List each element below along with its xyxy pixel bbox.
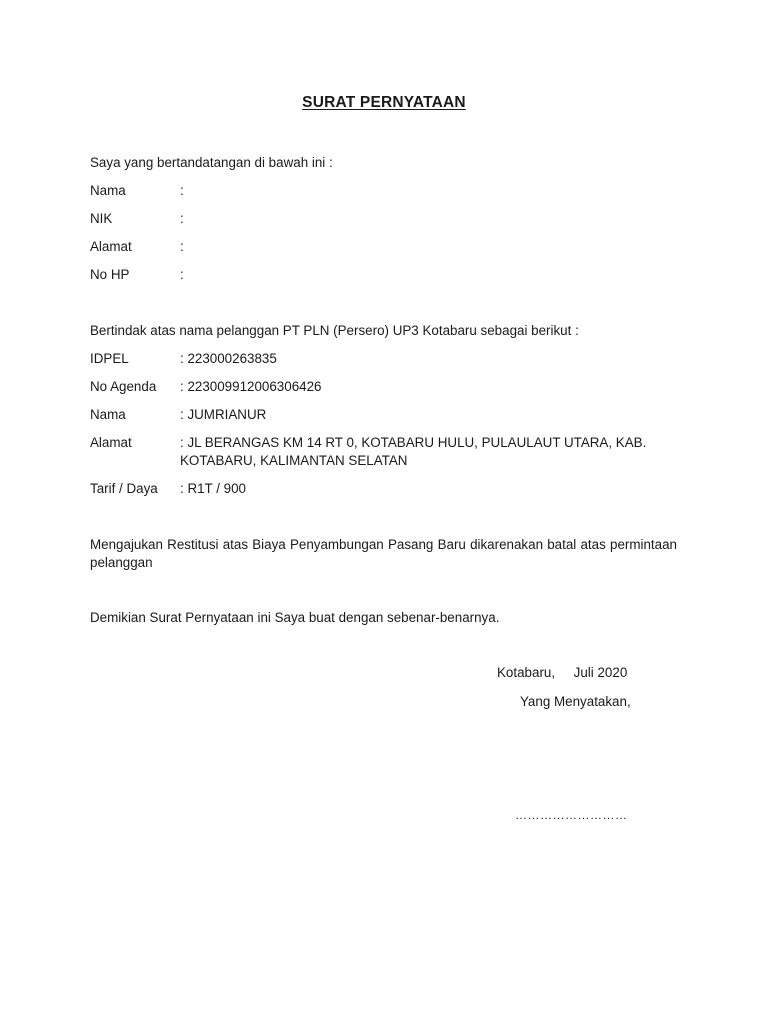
signer-phone-value: :: [180, 267, 184, 282]
customer-address-value: : JL BERANGAS KM 14 RT 0, KOTABARU HULU, PULAULAUT UTARA, KAB. KOTABARU, KALIMANTAN SELATAN: [180, 435, 647, 468]
signer-phone-label: No HP: [90, 267, 130, 282]
customer-address-label: Alamat: [90, 435, 132, 450]
place-date: Kotabaru, Juli 2020: [497, 665, 628, 680]
signer-nik-value: :: [180, 211, 184, 226]
closing-statement: Demikian Surat Pernyataan ini Saya buat dengan sebenar-benarnya.: [90, 610, 500, 625]
customer-name-value: : JUMRIANUR: [180, 407, 267, 422]
signer-nik-label: NIK: [90, 211, 113, 226]
customer-agenda-value: : 223009912006306426: [180, 379, 322, 394]
customer-tariff-label: Tarif / Daya: [90, 481, 158, 496]
signer-address-value: :: [180, 239, 184, 254]
request-paragraph: Mengajukan Restitusi atas Biaya Penyambungan Pasang Baru dikarenakan batal atas permintaan pelanggan: [90, 537, 677, 570]
signer-address-label: Alamat: [90, 239, 132, 254]
customer-agenda-label: No Agenda: [90, 379, 157, 394]
customer-name-label: Nama: [90, 407, 126, 422]
signature-line: ………………………: [515, 808, 628, 822]
intro-text: Saya yang bertandatangan di bawah ini :: [90, 155, 333, 170]
signature-title: Yang Menyatakan,: [520, 694, 631, 709]
customer-idpel-value: : 223000263835: [180, 351, 277, 366]
customer-idpel-label: IDPEL: [90, 351, 129, 366]
signer-name-value: :: [180, 183, 184, 198]
customer-tariff-value: : R1T / 900: [180, 481, 246, 496]
on-behalf-text: Bertindak atas nama pelanggan PT PLN (Persero) UP3 Kotabaru sebagai berikut :: [90, 323, 579, 338]
signer-name-label: Nama: [90, 183, 126, 198]
document-title: SURAT PERNYATAAN: [302, 94, 466, 111]
